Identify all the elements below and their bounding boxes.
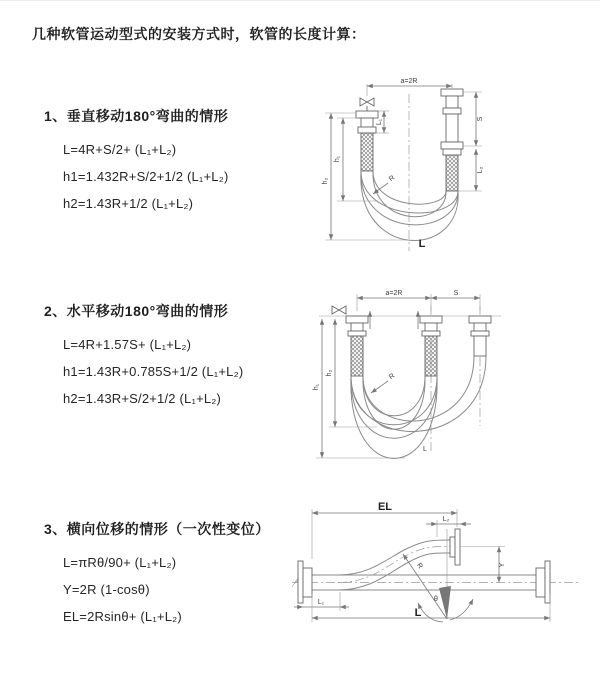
formula-length: L=πRθ/90+ (L₁+L₂) (63, 555, 177, 570)
dimension-el (312, 501, 457, 559)
length-label: L (414, 607, 422, 619)
braided-hose-section (351, 336, 363, 376)
diagram-horizontal-bend (305, 281, 565, 476)
radius-callout (371, 372, 396, 393)
braided-hose-section (425, 336, 437, 376)
dim-label-h2: h₂ (326, 369, 333, 377)
section-vertical-movement (44, 106, 229, 223)
dim-label-h1: h₁ (334, 155, 341, 163)
left-pipe-fitting (356, 111, 378, 171)
dimension-l2 (426, 516, 471, 537)
hose-u-bend (351, 356, 486, 459)
formula-length: L=4R+1.57S+ (L₁+L₂) (63, 337, 192, 352)
dim-label-s: S (477, 116, 484, 122)
valve-icon (360, 98, 374, 111)
dim-label-s: S (453, 290, 459, 297)
formula-h1: h1=1.432R+S/2+1/2 (L₁+L₂) (63, 169, 229, 184)
radius-label: R (414, 562, 424, 571)
raised-flange (450, 529, 460, 565)
moved-pipe-fitting (469, 316, 491, 356)
dim-label-h2: h₂ (322, 177, 329, 185)
dimension-s (431, 290, 480, 298)
middle-pipe-fitting (420, 316, 442, 376)
page-title: 几种软管运动型式的安装方式时，软管的长度计算： (32, 26, 366, 42)
right-pipe-fitting (441, 89, 463, 191)
section-2-heading: 2、水平移动180°弯曲的情形 (44, 303, 229, 319)
left-pipe-fitting (346, 316, 368, 376)
angle-pointer (439, 586, 451, 619)
braided-hose-section (361, 133, 373, 171)
hose-u-bend (361, 171, 458, 240)
dimension-a2r (357, 290, 480, 311)
dimension-y (460, 547, 506, 583)
dimension-l2 (458, 149, 484, 191)
dim-label-a2r: a=2R (400, 78, 418, 85)
dim-label-l2: L₂ (442, 516, 450, 523)
braided-hose-section (446, 155, 458, 191)
dimension-s (463, 92, 484, 146)
section-1-heading: 1、垂直移动180°弯曲的情形 (44, 108, 229, 124)
radius-label: R (388, 372, 397, 382)
section-3-heading: 3、横向位移的情形（一次性变位） (44, 521, 270, 537)
formula-h1: h1=1.43R+0.785S+1/2 (L₁+L₂) (63, 364, 244, 379)
dim-label-l1: L₁ (376, 118, 383, 126)
diagram-lateral-displacement (290, 499, 590, 654)
dim-label-l2: L₂ (477, 166, 484, 174)
dim-label-y: Y (499, 562, 506, 568)
dim-label-el: EL (377, 501, 393, 513)
formula-y: Y=2R (1-cosθ) (63, 582, 150, 597)
right-flange (536, 561, 550, 603)
left-flange (298, 561, 312, 603)
dimension-a2r (367, 78, 452, 96)
valve-icon (332, 306, 346, 314)
dim-label-a2r: a=2R (385, 290, 403, 297)
length-label: L (418, 238, 426, 250)
section-lateral-displacement (44, 519, 270, 636)
formula-h2: h2=1.43R+1/2 (L₁+L₂) (63, 196, 194, 211)
length-label: L (423, 446, 427, 453)
formula-length: L=4R+S/2+ (L₁+L₂) (63, 142, 177, 157)
section-horizontal-movement (44, 301, 243, 418)
formula-h2: h2=1.43R+S/2+1/2 (L₁+L₂) (63, 391, 222, 406)
diagram-vertical-bend (300, 71, 550, 261)
dim-label-l1: L₁ (317, 599, 325, 606)
dim-label-h1: h₁ (313, 383, 320, 391)
angle-label: θ (434, 596, 438, 603)
formula-el: EL=2Rsinθ+ (L₁+L₂) (63, 609, 182, 624)
dimension-l (312, 594, 550, 622)
radius-label: R (388, 174, 397, 184)
